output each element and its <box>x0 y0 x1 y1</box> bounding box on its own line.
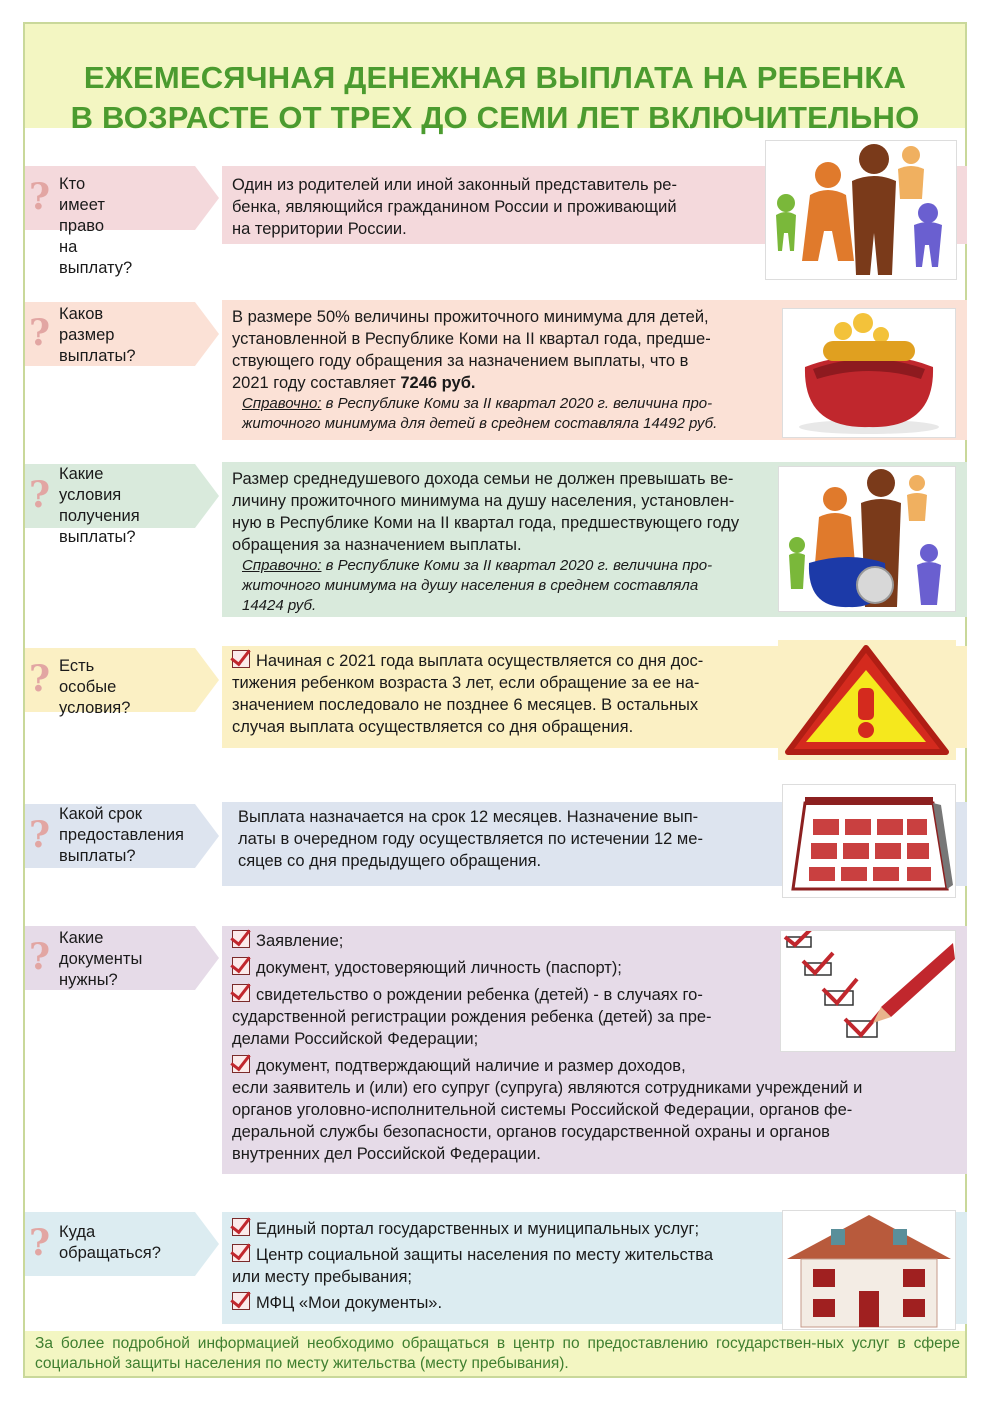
question-mark-icon: ? <box>29 1222 51 1264</box>
calendar-icon <box>782 784 956 898</box>
house-icon <box>782 1210 956 1330</box>
question-mark-icon: ? <box>29 658 51 700</box>
checkbox-icon <box>232 1292 250 1310</box>
question-text: Какой срок предоставления выплаты? <box>59 805 184 865</box>
checkbox-icon <box>232 984 250 1002</box>
footer-text: За более подробной информацией необходимо обращаться в центр по предоставлению государствен-ных услуг в сфере социальной защиты населения по месту жительства (месту пребывания). <box>35 1335 960 1372</box>
checkbox-icon <box>232 1218 250 1236</box>
answer-panel-special: Начиная с 2021 года выплата осуществляется со дня дос- тижения ребенком возраста 3 лет, если обращение за ее на- значением последовало не позднее 6 месяцев. В остальных случая выплата осуществляется со дня обращения. <box>222 646 967 748</box>
question-mark-icon: ? <box>29 176 51 218</box>
answer-panel-where: Единый портал государственных и муниципальных услуг; Центр социальной защиты населения по месту жительства или месту пребывания; МФЦ «Мои документы». <box>222 1212 967 1324</box>
footer-info <box>25 1331 965 1376</box>
question-mark-icon: ? <box>29 312 51 354</box>
question-text: Каков размер выплаты? <box>59 305 136 365</box>
checkbox-icon <box>232 1244 250 1262</box>
payment-amount: 7246 руб. <box>400 374 476 392</box>
question-text: Куда обращаться? <box>59 1223 161 1262</box>
checkbox-icon <box>232 930 250 948</box>
question-text: Кто имеет право на выплату? <box>59 175 133 277</box>
answer-panel-documents: Заявление; документ, удостоверяющий личность (паспорт); свидетельство о рождении ребенка (детей) - в случаях го- сударственной регистрации рождения ребенка (детей) за пре- делами Российской Федерации; документ, подтверждающий наличие и размер доходов, если заявитель и (или) его супруг (супруга) являются сотрудниками учреждений и органов уголовно-исполнительной системы Российской Федерации, органов фе- деральной службы безопасности, органов государственной охраны и органов внутренних дел Российской Федерации. <box>222 926 967 1174</box>
warning-icon <box>778 640 956 760</box>
question-mark-icon: ? <box>29 474 51 516</box>
answer-panel-term: Выплата назначается на срок 12 месяцев. Назначение вып- латы в очередном году осуществляется по истечении 12 ме- сяцев со дня предыдущего обращения. <box>222 802 967 886</box>
question-mark-icon: ? <box>29 936 51 978</box>
header-banner <box>25 24 965 135</box>
answer-panel-conditions: Размер среднедушевого дохода семьи не должен превышать ве- личину прожиточного минимума на душу населения, установлен- ную в Республике Коми на II квартал года, предшествующего году обращения за назначением выплаты. Справочно: в Республике Коми за II квартал 2020 г. величина про- житочного минимума на душу населения в среднем составляла 14424 руб. <box>222 462 967 617</box>
page-title-line-1: ЕЖЕМЕСЯЧНАЯ ДЕНЕЖНАЯ ВЫПЛАТА НА РЕБЕНКА <box>83 60 907 95</box>
question-text: Какие документы нужны? <box>59 929 143 989</box>
question-text: Есть особые условия? <box>59 657 131 717</box>
checklist-icon <box>780 930 956 1052</box>
question-mark-icon: ? <box>29 814 51 856</box>
question-text: Какие условия получения выплаты? <box>59 465 140 546</box>
answer-panel-who: Один из родителей или иной законный представитель ре- бенка, являющийся гражданином России и проживающий на территории России. <box>222 166 967 244</box>
checkbox-icon <box>232 957 250 975</box>
checkbox-icon <box>232 650 250 668</box>
checkbox-icon <box>232 1055 250 1073</box>
family-purse-icon <box>778 466 956 612</box>
family-icon <box>765 140 957 280</box>
page-title-line-2: В ВОЗРАСТЕ ОТ ТРЕХ ДО СЕМИ ЛЕТ ВКЛЮЧИТЕЛЬНО <box>70 100 920 135</box>
purse-icon <box>782 308 956 438</box>
answer-panel-amount: В размере 50% величины прожиточного минимума для детей, установленной в Республике Коми на II квартал года, предше- ствующего году обращения за назначением выплаты, что в 2021 году составляет 7246 руб. Справочно: в Республике Коми за II квартал 2020 г. величина про- житочного минимума для детей в среднем составляла 14492 руб. <box>222 300 967 440</box>
